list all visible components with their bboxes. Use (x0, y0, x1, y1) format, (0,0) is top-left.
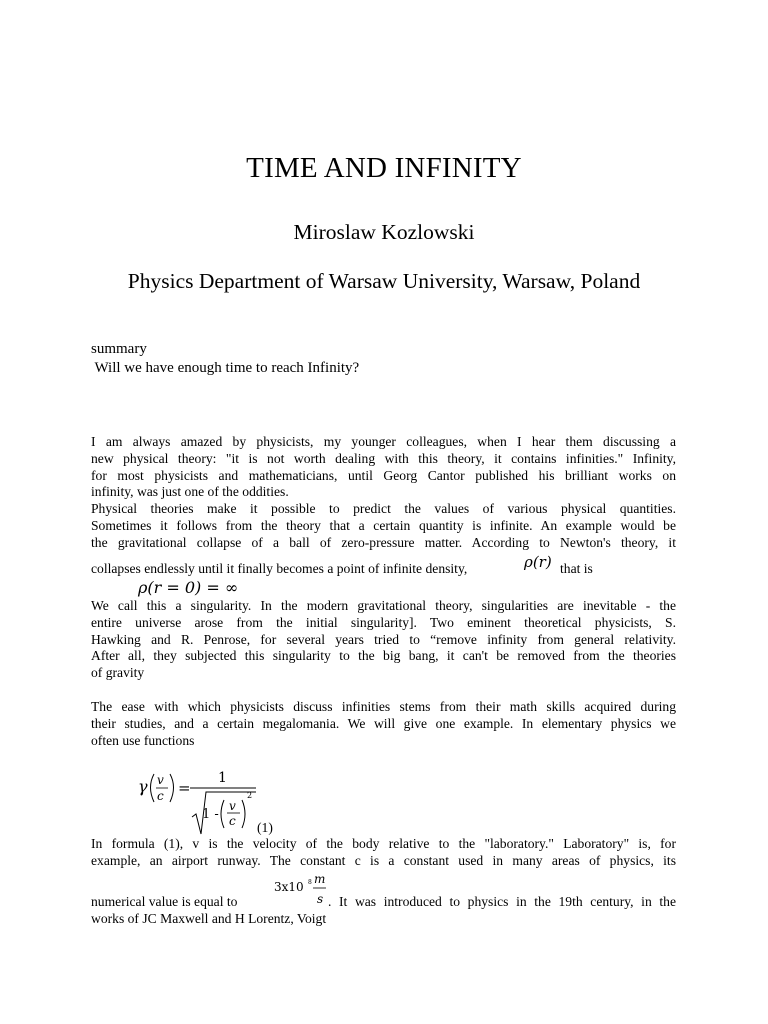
author-affiliation: Physics Department of Warsaw University, Warsaw, Poland (127, 269, 641, 293)
document-title: TIME AND INFINITY (246, 152, 522, 184)
paragraph-line: Sometimes it follows from the theory that a certain quantity is infinite. An example would be (91, 517, 676, 533)
density-expression: ρ(r) (524, 553, 552, 571)
gamma-symbol: γ (138, 777, 148, 796)
equation-number: (1) (257, 820, 273, 835)
paragraph-text: . It was introduced to physics in the 19th century, in the (328, 894, 676, 909)
summary-text: Will we have enough time to reach Infinity? (91, 360, 360, 376)
author-name: Miroslaw Kozlowski (293, 220, 475, 244)
inner-light-speed: c (229, 814, 236, 828)
value-exponent: 8 (308, 879, 312, 886)
numerator: 1 (218, 770, 227, 786)
paragraph-line: example, an airport runway. The constant c is a constant used in many areas of physics, its (91, 852, 676, 868)
light-speed-symbol: c (157, 789, 164, 803)
paragraph-functions (91, 699, 676, 749)
paragraph-line: of gravity (91, 665, 145, 681)
right-paren (170, 774, 174, 802)
inner-left-paren (221, 800, 224, 828)
paragraph-line: the gravitational collapse of a ball of zero-pressure matter. According to Newton's theory, it (91, 534, 676, 550)
paragraph-text: numerical value is equal to (91, 894, 238, 909)
paragraph-line: We call this a singularity. In the modern gravitational theory, singularities are inevitable - the (91, 598, 676, 613)
paragraph-text: that is (560, 561, 593, 576)
paragraph-singularity (91, 598, 676, 682)
paragraph-line: collapses endlessly until it finally becomes a point of infinite density, (91, 561, 468, 576)
paragraph-line: I am always amazed by physicists, my younger colleagues, when I hear them discussing a (91, 434, 676, 449)
speed-of-light-value (272, 870, 334, 910)
value-mantissa: 3x10 (274, 880, 304, 894)
square-exponent: 2 (247, 791, 253, 800)
paragraph-line: Hawking and R. Penrose, for several years tried to “remove infinity from general relativity. (91, 631, 676, 647)
inner-velocity: v (229, 799, 236, 813)
paragraph-line: In formula (1), v is the velocity of the body relative to the "laboratory." Laboratory" is, for (91, 836, 676, 851)
paragraph-line: infinity, was just one of the oddities. (91, 484, 289, 500)
paragraph-intro (91, 434, 676, 552)
unit-seconds: s (317, 892, 324, 906)
paragraph-line: their studies, and a certain megalomania. We will give one example. In elementary physics we (91, 715, 676, 731)
singularity-equation: ρ(r = 0) = ∞ (138, 578, 239, 597)
one-minus: 1 - (202, 807, 219, 822)
paragraph-line: works of JC Maxwell and H Lorentz, Voigt (91, 911, 327, 926)
paragraph-line: for most physicists and mathematicians, until Georg Cantor published his brilliant works on (91, 467, 676, 483)
velocity-symbol: v (157, 773, 164, 787)
paragraph-formula-explanation (91, 836, 676, 870)
unit-meters: m (314, 872, 326, 886)
equals-sign: = (178, 779, 191, 797)
lorentz-factor-formula (130, 762, 300, 842)
summary-heading: summary (91, 341, 147, 357)
inner-right-paren (242, 800, 245, 828)
left-paren (151, 774, 155, 802)
paragraph-line: entire universe arose from the initial singularity]. Two eminent theoretical physicists, S. (91, 614, 676, 630)
paragraph-line: After all, they subjected this singularity to the big bang, it can't be removed from the theories (91, 648, 676, 664)
paragraph-line: new physical theory: "it is not worth dealing with this theory, it contains infinities." Infinity, (91, 450, 676, 466)
paragraph-line: often use functions (91, 732, 195, 748)
paragraph-line: The ease with which physicists discuss infinities stems from their math skills acquired during (91, 699, 676, 714)
paragraph-line: Physical theories make it possible to predict the values of various physical quantities. (91, 501, 676, 517)
